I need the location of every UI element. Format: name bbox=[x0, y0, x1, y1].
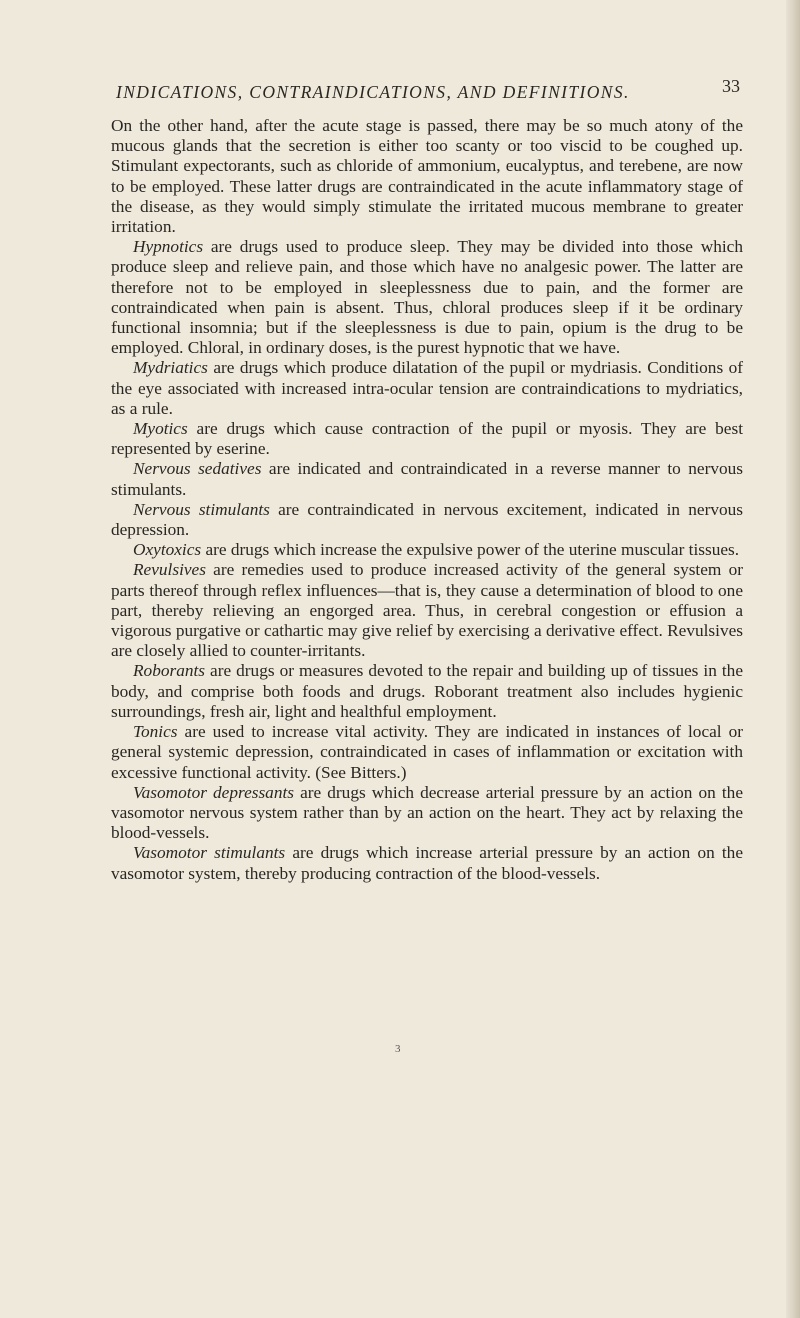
term-roborants: Roborants bbox=[133, 661, 206, 681]
paragraph-myotics bbox=[111, 419, 743, 459]
paragraph-tonics bbox=[111, 722, 743, 783]
definition: are drugs used to produce sleep. They may be divided into those which produce sleep and relieve pain, and those which have no analgesic power. The latter are therefore not to be employed in sleeplessness due to pain, and the former are contraindicated when pain is absent. Thus, chloral produces sleep if it be ordinary functional insomnia; but if the sleeplessness is due to pain, opium is the drug to be employed. Chloral, in ordinary doses, is the purest hypnotic that we have. bbox=[111, 237, 743, 358]
definition: are contraindicated in nervous excitement, indicated in nervous depression. bbox=[111, 499, 743, 540]
page-edge bbox=[786, 0, 800, 1318]
term-nervous-stimulants: Nervous stimulants bbox=[133, 499, 270, 519]
signature-mark: 3 bbox=[395, 1043, 401, 1055]
paragraph-revulsives bbox=[111, 560, 743, 661]
definition: are indicated and contraindicated in a reverse manner to nervous stimulants. bbox=[111, 459, 743, 499]
definition: are drugs or measures devoted to the repair and building up of tissues in the body, and comprise both foods and drugs. Roborant treatment also includes hygienic surroundings, fresh air, light and healthful employment. bbox=[111, 661, 743, 721]
page-number: 33 bbox=[722, 76, 740, 96]
definition: are used to increase vital activity. They are indicated in instances of local or general systemic depression, contraindicated in cases of inflammation or excitation with excessive functional activity. (See Bitters.) bbox=[111, 722, 743, 782]
definition: are drugs which increase the expulsive power of the uterine muscular tissues. bbox=[201, 540, 740, 560]
term-nervous-sedatives: Nervous sedatives bbox=[133, 459, 262, 479]
term-revulsives: Revulsives bbox=[133, 560, 206, 580]
term-vasomotor-depressants: Vasomotor depressants bbox=[133, 782, 294, 802]
definition: are remedies used to produce increased activity of the general system or parts thereof through reflex influences—that is, they cause a determination of blood to one part, thereby relieving an engorged area. Thus, in cerebral congestion or effusion a vigorous purgative or cathartic may give relief by exercising a derivative effect. Revulsives are closely allied to counter-irritants. bbox=[111, 560, 743, 661]
definition: On the other hand, after the acute stage is passed, there may be so much atony of the mucous glands that the secretion is either too scanty or too viscid to be coughed up. Stimulant expectorants, such as chloride of ammonium, eucalyptus, and terebene, are now to be employed. These latter drugs are contraindicated in the acute inflammatory stage of the disease, as they would simply stimulate the irritated mucous membrane to greater irritation. bbox=[111, 116, 743, 237]
body-text bbox=[111, 116, 743, 884]
term-mydriatics: Mydriatics bbox=[133, 358, 208, 378]
paragraph-oxytoxics bbox=[111, 540, 743, 560]
term-tonics: Tonics bbox=[133, 722, 178, 742]
paragraph-mydriatics bbox=[111, 358, 743, 419]
term-oxytoxics: Oxytoxics bbox=[133, 540, 202, 560]
paragraph-hypnotics bbox=[111, 237, 743, 358]
paragraph-expectorants bbox=[111, 116, 743, 237]
running-title: INDICATIONS, CONTRAINDICATIONS, AND DEFINITIONS. bbox=[116, 82, 630, 102]
definition: are drugs which produce dilatation of the pupil or mydriasis. Conditions of the eye associated with increased intra-ocular tension are contraindications to mydriatics, as a rule. bbox=[111, 358, 743, 418]
term-vasomotor-stimulants: Vasomotor stimulants bbox=[133, 843, 286, 863]
definition: are drugs which increase arterial pressure by an action on the vasomotor system, thereby producing contraction of the blood-vessels. bbox=[111, 843, 743, 883]
paragraph-nervous-stimulants bbox=[111, 500, 743, 540]
paragraph-roborants bbox=[111, 661, 743, 722]
running-head bbox=[110, 76, 770, 106]
paragraph-vasomotor-depressants bbox=[111, 783, 743, 844]
definition: are drugs which decrease arterial pressure by an action on the vasomotor nervous system rather than by an action on the heart. They act by relaxing the blood-vessels. bbox=[111, 782, 743, 843]
definition: are drugs which cause contraction of the pupil or myosis. They are best represented by eserine. bbox=[111, 419, 743, 459]
term-hypnotics: Hypnotics bbox=[133, 237, 204, 257]
paragraph-nervous-sedatives bbox=[111, 459, 743, 499]
term-myotics: Myotics bbox=[133, 419, 188, 439]
paragraph-vasomotor-stimulants bbox=[111, 843, 743, 883]
